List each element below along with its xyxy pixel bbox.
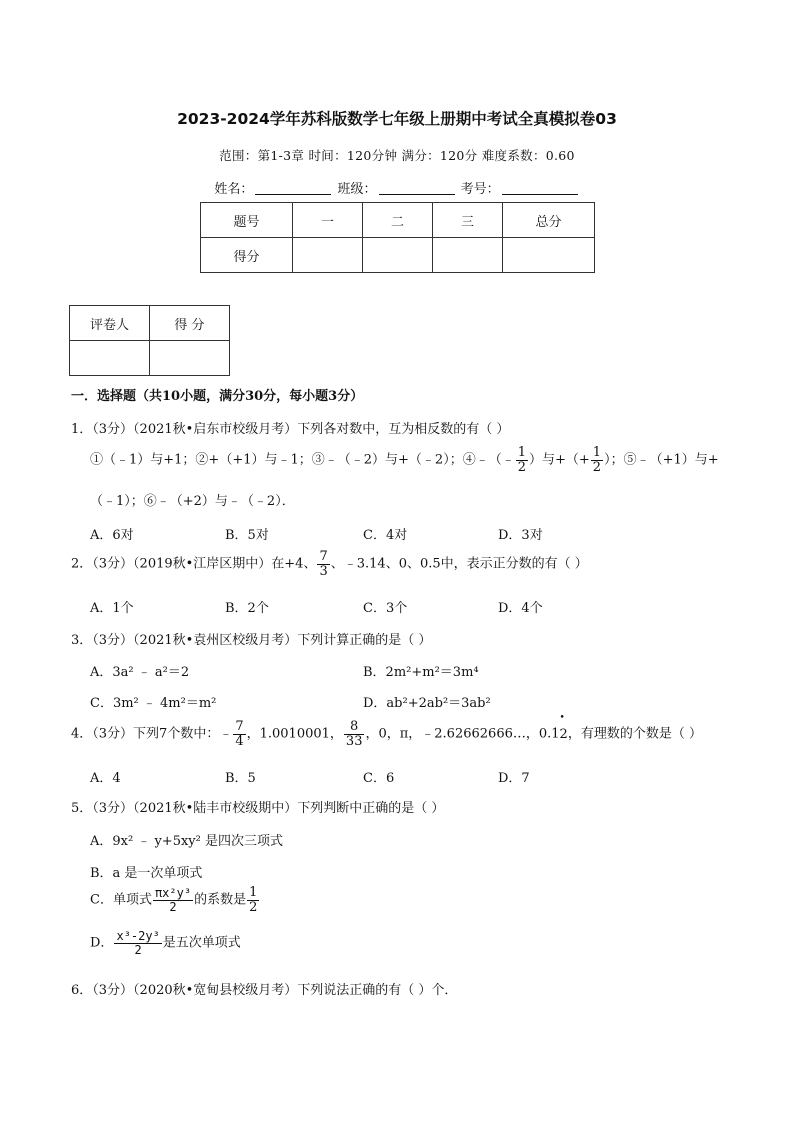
option-a: A．4 xyxy=(90,771,121,786)
option-c: C．3m² ﹣ 4m²＝m² xyxy=(90,696,217,711)
score-header-cell: 一 xyxy=(293,203,363,238)
reviewer-cell xyxy=(70,341,150,376)
option-b: B．5 xyxy=(225,771,256,786)
option-b: B．a 是一次单项式 xyxy=(90,866,203,881)
score-table xyxy=(200,202,595,273)
score-table-row xyxy=(201,238,595,273)
option-d: D．3对 xyxy=(498,528,543,543)
class-blank xyxy=(379,181,455,195)
option-a: A．6对 xyxy=(90,528,134,543)
name-label: 姓名： xyxy=(214,182,254,197)
class-label: 班级： xyxy=(337,182,377,197)
option-d: D． $\frac{\text{x³-2y³}}{2}$ 是五次单项式 xyxy=(90,929,241,957)
question-3-stem: 3．（3分）（2021秋•袁州区校级月考）下列计算正确的是（ ） xyxy=(71,633,432,648)
repeating-digit: • 2 xyxy=(560,727,568,742)
option-c: C．单项式 $\frac{\text{πx²y³}}{2}$ 的系数是 $\frac{1}{2}$ xyxy=(90,885,258,915)
question-1-line-2: （﹣1）；⑥﹣（+2）与﹣（﹣2）． xyxy=(90,494,295,509)
fraction: $\frac{8}{33}$ xyxy=(345,719,363,749)
score-table-header xyxy=(201,203,595,238)
option-c: C．6 xyxy=(363,771,395,786)
reviewer-table xyxy=(69,305,230,376)
question-6-stem: 6．（3分）（2020秋•宽甸县校级月考）下列说法正确的有（ ）个． xyxy=(71,983,458,998)
student-info-line xyxy=(0,178,794,197)
paper-title: 2023-2024学年苏科版数学七年级上册期中考试全真模拟卷03 xyxy=(177,110,617,128)
score-cell xyxy=(293,238,363,273)
question-1-line-1: ①（﹣1）与+1；②+（+1）与﹣1；③﹣（﹣2）与+（﹣2）；④﹣（﹣ $\frac{1}{2}$ ）与+（+ $\frac{1}{2}$ ）；⑤﹣（+1）与+ xyxy=(90,445,719,475)
section-heading: 一．选择题（共10小题，满分30分，每小题3分） xyxy=(71,389,364,404)
score-header-cell: 三 xyxy=(433,203,503,238)
reviewer-header: 评卷人 xyxy=(70,306,150,341)
option-d: D．7 xyxy=(498,771,530,786)
question-4-stem: 4．（3分）下列7个数中：﹣ $\frac{7}{4}$ ，1.0010001， $\frac{8}{33}$ ，0，π，﹣2.62662666…，0.1• 2，有理数的个数是（ ） xyxy=(71,720,702,748)
fraction: $\frac{7}{4}$ xyxy=(235,719,244,749)
score-cell xyxy=(503,238,595,273)
score-header-cell: 总分 xyxy=(503,203,595,238)
question-5-stem: 5．（3分）（2021秋•陆丰市校级期中）下列判断中正确的是（ ） xyxy=(71,801,445,816)
option-a: A．3a² ﹣ a²＝2 xyxy=(90,665,190,680)
fraction: $\frac{7}{3}$ xyxy=(319,549,328,579)
option-c: C．3个 xyxy=(363,601,408,616)
option-b: B．2个 xyxy=(225,601,269,616)
question-1-stem: 1．（3分）（2021秋•启东市校级月考）下列各对数中，互为相反数的有（ ） xyxy=(71,422,510,437)
fraction: $\frac{1}{2}$ xyxy=(517,445,526,475)
score-header-cell: 二 xyxy=(363,203,433,238)
name-blank xyxy=(255,181,331,195)
fraction: $\frac{\text{x³-2y³}}{2}$ xyxy=(116,929,160,957)
score-header-cell: 题号 xyxy=(201,203,293,238)
score-cell xyxy=(433,238,503,273)
reviewer-score-header: 得 分 xyxy=(150,306,230,341)
fraction: $\frac{1}{2}$ xyxy=(249,885,258,915)
score-cell xyxy=(363,238,433,273)
exam-no-blank xyxy=(502,181,578,195)
fraction: $\frac{1}{2}$ xyxy=(592,445,602,475)
option-b: B．5对 xyxy=(225,528,269,543)
paper-meta: 范围：第1-3章 时间：120分钟 满分：120分 难度系数：0.60 xyxy=(219,148,575,163)
option-d: D．ab²+2ab²＝3ab² xyxy=(363,696,491,711)
option-b: B．2m²+m²＝3m⁴ xyxy=(363,665,479,680)
option-a: A．1个 xyxy=(90,601,134,616)
reviewer-score-cell xyxy=(150,341,230,376)
option-c: C．4对 xyxy=(363,528,408,543)
score-row-label: 得分 xyxy=(201,238,293,273)
question-2-stem: 2．（3分）（2019秋•江岸区期中）在+4、 $\frac{7}{3}$ 、﹣3.14、0、0.5中，表示正分数的有（ ） xyxy=(71,549,588,579)
exam-no-label: 考号： xyxy=(460,182,500,197)
option-d: D．4个 xyxy=(498,601,543,616)
option-a: A．9x² ﹣ y+5xy² 是四次三项式 xyxy=(90,834,283,849)
fraction: $\frac{\text{πx²y³}}{2}$ xyxy=(154,886,192,914)
